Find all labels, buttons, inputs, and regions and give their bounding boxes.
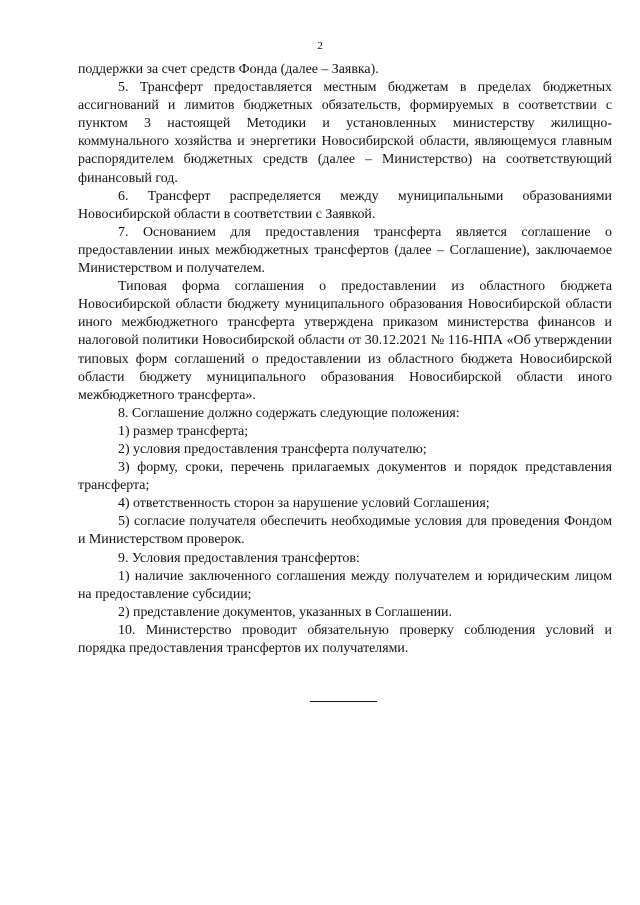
paragraph: Типовая форма соглашения о предоставлении из областного бюджета Новосибирской области бюджету муниципального образования Новосибирской области иного межбюджетного трансферта утверждена приказом министерства финансов и налоговой политики Новосибирской области от 30.12.2021 № 116-НПА «Об утверждении типовых форм соглашений о предоставлении из областного бюджета Новосибирской области бюджету муниципального образования Новосибирской области иного межбюджетного трансферта». <box>78 279 612 403</box>
list-item: 1) размер трансферта; <box>118 423 249 439</box>
list-item: 1) наличие заключенного соглашения между получателем и юридическим лицом на предоставление субсидии; <box>78 568 612 602</box>
paragraph: 10. Министерство проводит обязательную проверку соблюдения условий и порядка предоставления трансфертов их получателями. <box>78 622 612 656</box>
document-body <box>78 61 612 658</box>
list-item: 2) условия предоставления трансферта получателю; <box>118 441 427 457</box>
list-item: 3) форму, сроки, перечень прилагаемых документов и порядок представления трансферта; <box>78 460 612 494</box>
paragraph: 5. Трансферт предоставляется местным бюджетам в пределах бюджетных ассигнований и лимитов бюджетных обязательств, формируемых в соответствии с пунктом 3 настоящей Методики и установленных министерству жилищно-коммунального хозяйства и энергетики Новосибирской области, являющемуся главным распорядителем бюджетных средств (далее – Министерство) на соответствующий финансовый год. <box>78 80 612 186</box>
closing-separator-line <box>310 701 377 702</box>
page-number: 2 <box>317 40 323 52</box>
list-item: 2) представление документов, указанных в Соглашении. <box>118 604 452 620</box>
list-item: 5) согласие получателя обеспечить необходимые условия для проведения Фондом и Министерством проверок. <box>78 514 612 548</box>
paragraph: 8. Соглашение должно содержать следующие положения: <box>118 405 460 421</box>
paragraph: 9. Условия предоставления трансфертов: <box>118 550 360 566</box>
list-item: 4) ответственность сторон за нарушение условий Соглашения; <box>118 496 490 512</box>
paragraph: 7. Основанием для предоставления трансферта является соглашение о предоставлении иных межбюджетных трансфертов (далее – Соглашение), заключаемое Министерством и получателем. <box>78 224 612 277</box>
paragraph: 6. Трансферт распределяется между муниципальными образованиями Новосибирской области в соответствии с Заявкой. <box>78 188 612 222</box>
paragraph: поддержки за счет средств Фонда (далее – Заявка). <box>78 62 379 77</box>
